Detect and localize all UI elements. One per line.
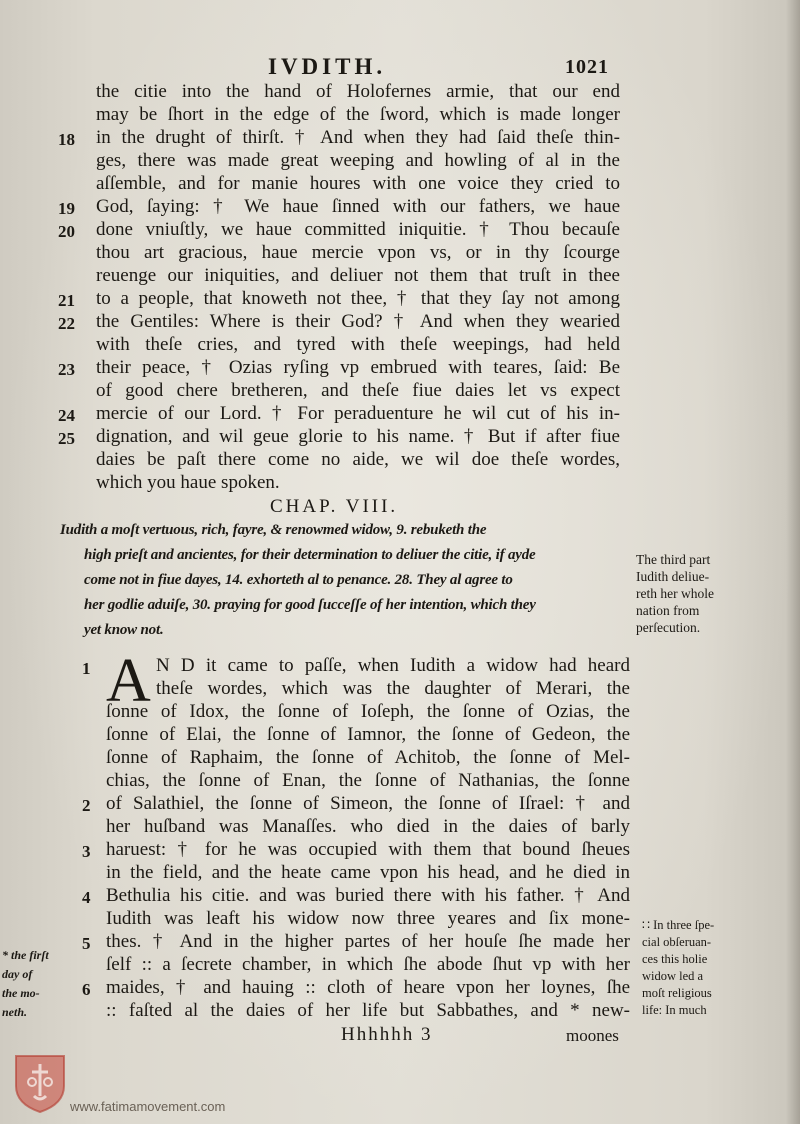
margin-note: moſt religious	[642, 986, 712, 1000]
text-line: their peace, † Ozias ryſing vp embrued with teares, ſaid: Be	[96, 357, 620, 378]
catchword: moones	[566, 1026, 619, 1045]
text-line: chias, the ſonne of Enan, the ſonne of Nathanias, the ſonne	[106, 770, 630, 791]
text-line: daies be paſt there come no aide, we wil doe theſe wordes,	[96, 449, 620, 470]
side-note: perſecution.	[636, 620, 701, 635]
verse-number: 25	[58, 429, 75, 448]
text-line: in the field, and the heate came vpon his head, and he died in	[106, 862, 630, 883]
side-note: reth her whole	[636, 586, 714, 601]
margin-note-left: day of	[2, 967, 33, 981]
text-line: of Salathiel, the ſonne of Simeon, the ſonne of Iſrael: † and	[106, 793, 630, 814]
text-line: with theſe cries, and tyred with theſe weepings, had held	[96, 334, 620, 355]
signature-mark: Hhhhhh 3	[341, 1024, 433, 1045]
text-line: N D it came to paſſe, when Iudith a widow had heard	[156, 655, 630, 676]
text-line: ſonne of Elai, the ſonne of Iamnor, the ſonne of Gedeon, the	[106, 724, 630, 745]
text-line: which you haue spoken.	[96, 472, 280, 493]
text-line: ſonne of Raphaim, the ſonne of Achitob, the ſonne of Mel-	[106, 747, 630, 768]
text-line: :: faſted al the daies of her life but Sabbathes, and * new-	[106, 1000, 630, 1021]
watermark-url[interactable]: www.fatimamovement.com	[70, 1099, 226, 1114]
text-line: Bethulia his citie. and was buried there with his father. † And	[106, 885, 630, 906]
margin-note-left: * the firſt	[2, 948, 49, 962]
text-line: reuenge our iniquities, and deliuer not them that truſt in thee	[96, 265, 620, 286]
margin-note: life: In much	[642, 1003, 707, 1017]
text-line: ſelf :: a ſecrete chamber, in which ſhe abode ſhut vp with her	[106, 954, 630, 975]
chapter-summary-line: come not in fiue dayes, 14. exhorteth al to penance. 28. They al agree to	[84, 572, 513, 588]
text-line: thou art gracious, haue mercie vpon vs, or in thy ſcourge	[96, 242, 620, 263]
verse-number: 24	[58, 406, 75, 425]
text-line: dignation, and wil geue glorie to his name. † But if after fiue	[96, 426, 620, 447]
text-line: maides, † and hauing :: cloth of heare vpon her loynes, ſhe	[106, 977, 630, 998]
verse-number: 4	[82, 888, 91, 907]
verse-number: 6	[82, 980, 91, 999]
verse-number: 23	[58, 360, 75, 379]
text-line: mercie of our Lord. † For peraduenture he wil cut of his in-	[96, 403, 620, 424]
margin-note: ces this holie	[642, 952, 708, 966]
running-title: IVDITH.	[268, 54, 387, 79]
chapter-summary-line: her godlie aduiſe, 30. praying for good ſucceſſe of her intention, which they	[84, 597, 536, 613]
text-line: the Gentiles: Where is their God? † And when they wearied	[96, 311, 620, 332]
text-line: haruest: † for he was occupied with them that bound ſheues	[106, 839, 630, 860]
text-line: ges, there was made great weeping and howling of al in the	[96, 150, 620, 171]
text-line: Iudith was leaft his widow now three yeares and ſix mone-	[106, 908, 630, 929]
text-line: to a people, that knoweth not thee, † that they ſay not among	[96, 288, 620, 309]
text-line: may be ſhort in the edge of the ſword, which is made longer	[96, 104, 620, 125]
text-line: aſſemble, and for manie houres with one voice they cried to	[96, 173, 620, 194]
margin-note: ∷ In three ſpe-	[642, 918, 715, 932]
side-note: nation from	[636, 603, 700, 618]
page-number: 1021	[565, 56, 609, 78]
text-line: of good chere bretheren, and theſe fiue daies let vs expect	[96, 380, 620, 401]
verse-number: 22	[58, 314, 75, 333]
watermark-logo-icon	[12, 1052, 68, 1114]
text-line: God, ſaying: † We haue ſinned with our fathers, we haue	[96, 196, 620, 217]
chapter-summary-line: high prieſt and ancientes, for their determination to deliuer the citie, if ayde	[84, 547, 536, 563]
chapter-heading: CHAP. VIII.	[270, 496, 399, 517]
verse-number: 2	[82, 796, 91, 815]
text-line: the citie into the hand of Holofernes armie, that our end	[96, 81, 620, 102]
text-line: her huſband was Manaſſes. who died in the daies of barly	[106, 816, 630, 837]
verse-number: 3	[82, 842, 91, 861]
verse-number: 1	[82, 659, 91, 678]
verse-number: 20	[58, 222, 75, 241]
margin-note: widow led a	[642, 969, 704, 983]
margin-note: cial obſeruan-	[642, 935, 712, 949]
text-line: in the drught of thirſt. † And when they had ſaid theſe thin-	[96, 127, 620, 148]
chapter-summary-line: Iudith a moſt vertuous, rich, fayre, & renowmed widow, 9. rebuketh the	[60, 522, 487, 538]
verse-number: 18	[58, 130, 75, 149]
text-line: theſe wordes, which was the daughter of Merari, the	[156, 678, 630, 699]
verse-number: 21	[58, 291, 75, 310]
text-line: thes. † And in the higher partes of her houſe ſhe made her	[106, 931, 630, 952]
text-line: ſonne of Idox, the ſonne of Ioſeph, the ſonne of Ozias, the	[106, 701, 630, 722]
side-note: Iudith deliue-	[636, 569, 710, 584]
drop-cap: A	[106, 647, 151, 715]
verse-number: 5	[82, 934, 91, 953]
page-edge	[786, 0, 800, 1124]
margin-note-left: the mo-	[2, 986, 40, 1000]
chapter-summary-line: yet know not.	[84, 622, 164, 638]
verse-number: 19	[58, 199, 75, 218]
text-line: done vniuſtly, we haue committed iniquitie. † Thou becauſe	[96, 219, 620, 240]
side-note: The third part	[636, 552, 711, 567]
margin-note-left: neth.	[2, 1005, 28, 1019]
